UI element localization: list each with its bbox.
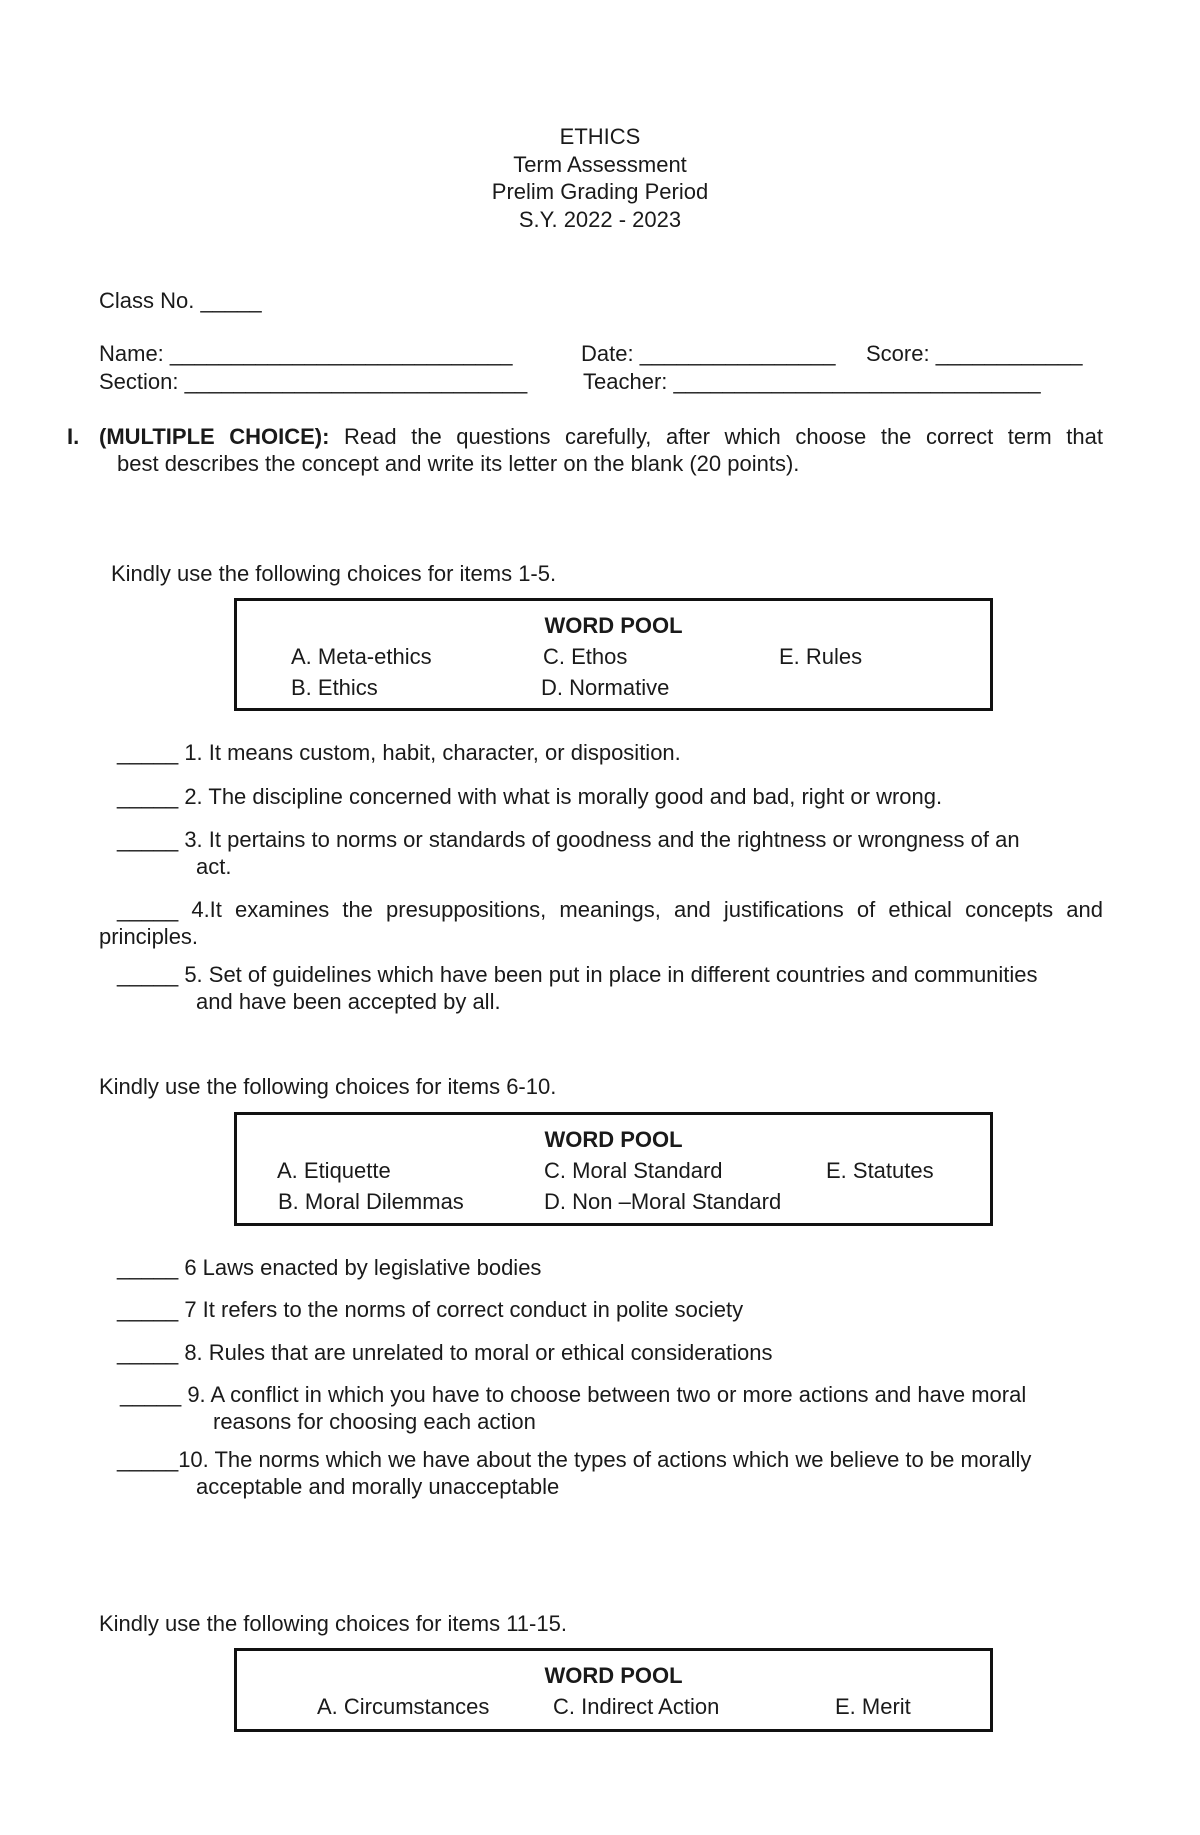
- instructions-label: (MULTIPLE CHOICE):: [99, 424, 330, 449]
- instructions-line2: best describes the concept and write its letter on the blank (20 points).: [117, 451, 800, 476]
- choice-a: A. Meta-ethics: [291, 644, 432, 669]
- group2-intro: Kindly use the following choices for items 6-10.: [99, 1074, 557, 1099]
- answer-blank[interactable]: _____: [120, 1382, 182, 1407]
- question-3-cont: act.: [196, 854, 232, 879]
- question-text: 10. The norms which we have about the types of actions which we believe to be morally: [178, 1447, 1032, 1472]
- answer-blank[interactable]: _____: [117, 1447, 179, 1472]
- choice-b: B. Ethics: [291, 675, 378, 700]
- question-3: [117, 826, 1020, 853]
- choice-d: D. Normative: [541, 675, 670, 700]
- choice-e: E. Merit: [835, 1694, 911, 1719]
- question-2: [117, 783, 942, 810]
- answer-blank[interactable]: _____: [117, 827, 179, 852]
- class-no-field: Class No. _____: [99, 288, 262, 313]
- question-text: 9. A conflict in which you have to choose between two or more actions and have moral: [187, 1382, 1027, 1407]
- date-field: Date: ________________: [581, 341, 836, 366]
- choice-e: E. Rules: [779, 644, 863, 669]
- choice-a: A. Etiquette: [277, 1158, 391, 1183]
- choice-e: E. Statutes: [826, 1158, 934, 1183]
- group3-intro: Kindly use the following choices for items 11-15.: [99, 1611, 567, 1636]
- question-text: 3. It pertains to norms or standards of goodness and the rightness or wrongness of an: [184, 827, 1020, 852]
- school-year: S.Y. 2022 - 2023: [518, 207, 682, 232]
- answer-blank[interactable]: _____: [117, 1297, 179, 1322]
- answer-blank[interactable]: _____: [117, 784, 179, 809]
- teacher-field: Teacher: ______________________________: [583, 369, 1041, 394]
- choice-c: C. Moral Standard: [544, 1158, 723, 1183]
- question-10-cont: acceptable and morally unacceptable: [196, 1474, 560, 1499]
- question-text: 4.It examines the presuppositions, meanings, and justifications of ethical concepts and: [191, 897, 1103, 922]
- question-1: [117, 739, 681, 766]
- word-pool-title: WORD POOL: [544, 613, 683, 638]
- grading-period: Prelim Grading Period: [491, 179, 709, 204]
- assessment-title: Term Assessment: [513, 152, 687, 177]
- question-4-cont: principles.: [99, 924, 199, 949]
- word-pool-title: WORD POOL: [544, 1127, 683, 1152]
- word-pool-box-2: [234, 1112, 993, 1226]
- name-field: Name: ____________________________: [99, 341, 513, 366]
- answer-blank[interactable]: _____: [117, 1255, 179, 1280]
- word-pool-box-1: [234, 598, 993, 711]
- question-5: [117, 961, 1038, 988]
- section-number: I.: [67, 424, 80, 449]
- section-field: Section: ____________________________: [99, 369, 528, 394]
- choice-c: C. Ethos: [543, 644, 628, 669]
- word-pool-box-3: [234, 1648, 993, 1732]
- choice-c: C. Indirect Action: [553, 1694, 720, 1719]
- subject-title: ETHICS: [559, 124, 641, 149]
- question-7: [117, 1296, 743, 1323]
- group1-intro: Kindly use the following choices for items 1-5.: [111, 561, 557, 586]
- question-9-cont: reasons for choosing each action: [213, 1409, 536, 1434]
- question-text: 1. It means custom, habit, character, or disposition.: [184, 740, 681, 765]
- choice-a: A. Circumstances: [317, 1694, 490, 1719]
- word-pool-title: WORD POOL: [544, 1663, 683, 1688]
- question-text: 2. The discipline concerned with what is morally good and bad, right or wrong.: [184, 784, 943, 809]
- choice-d: D. Non –Moral Standard: [544, 1189, 782, 1214]
- answer-blank[interactable]: _____: [117, 897, 179, 922]
- question-text: 6 Laws enacted by legislative bodies: [184, 1255, 542, 1280]
- question-6: [117, 1254, 541, 1281]
- answer-blank[interactable]: _____: [117, 962, 179, 987]
- question-4: [117, 896, 1103, 923]
- question-text: 7 It refers to the norms of correct conduct in polite society: [184, 1297, 744, 1322]
- score-field: Score: ____________: [866, 341, 1083, 366]
- question-text: 8. Rules that are unrelated to moral or ethical considerations: [184, 1340, 773, 1365]
- choice-b: B. Moral Dilemmas: [278, 1189, 464, 1214]
- instructions-line1: [99, 423, 1103, 450]
- question-10: [117, 1446, 1031, 1473]
- question-9: [120, 1381, 1026, 1408]
- answer-blank[interactable]: _____: [117, 1340, 179, 1365]
- question-8: [117, 1339, 773, 1366]
- answer-blank[interactable]: _____: [117, 740, 179, 765]
- instructions-text: Read the questions carefully, after which choose the correct term that: [344, 424, 1103, 449]
- question-text: 5. Set of guidelines which have been put in place in different countries and communities: [184, 962, 1038, 987]
- question-5-cont: and have been accepted by all.: [196, 989, 501, 1014]
